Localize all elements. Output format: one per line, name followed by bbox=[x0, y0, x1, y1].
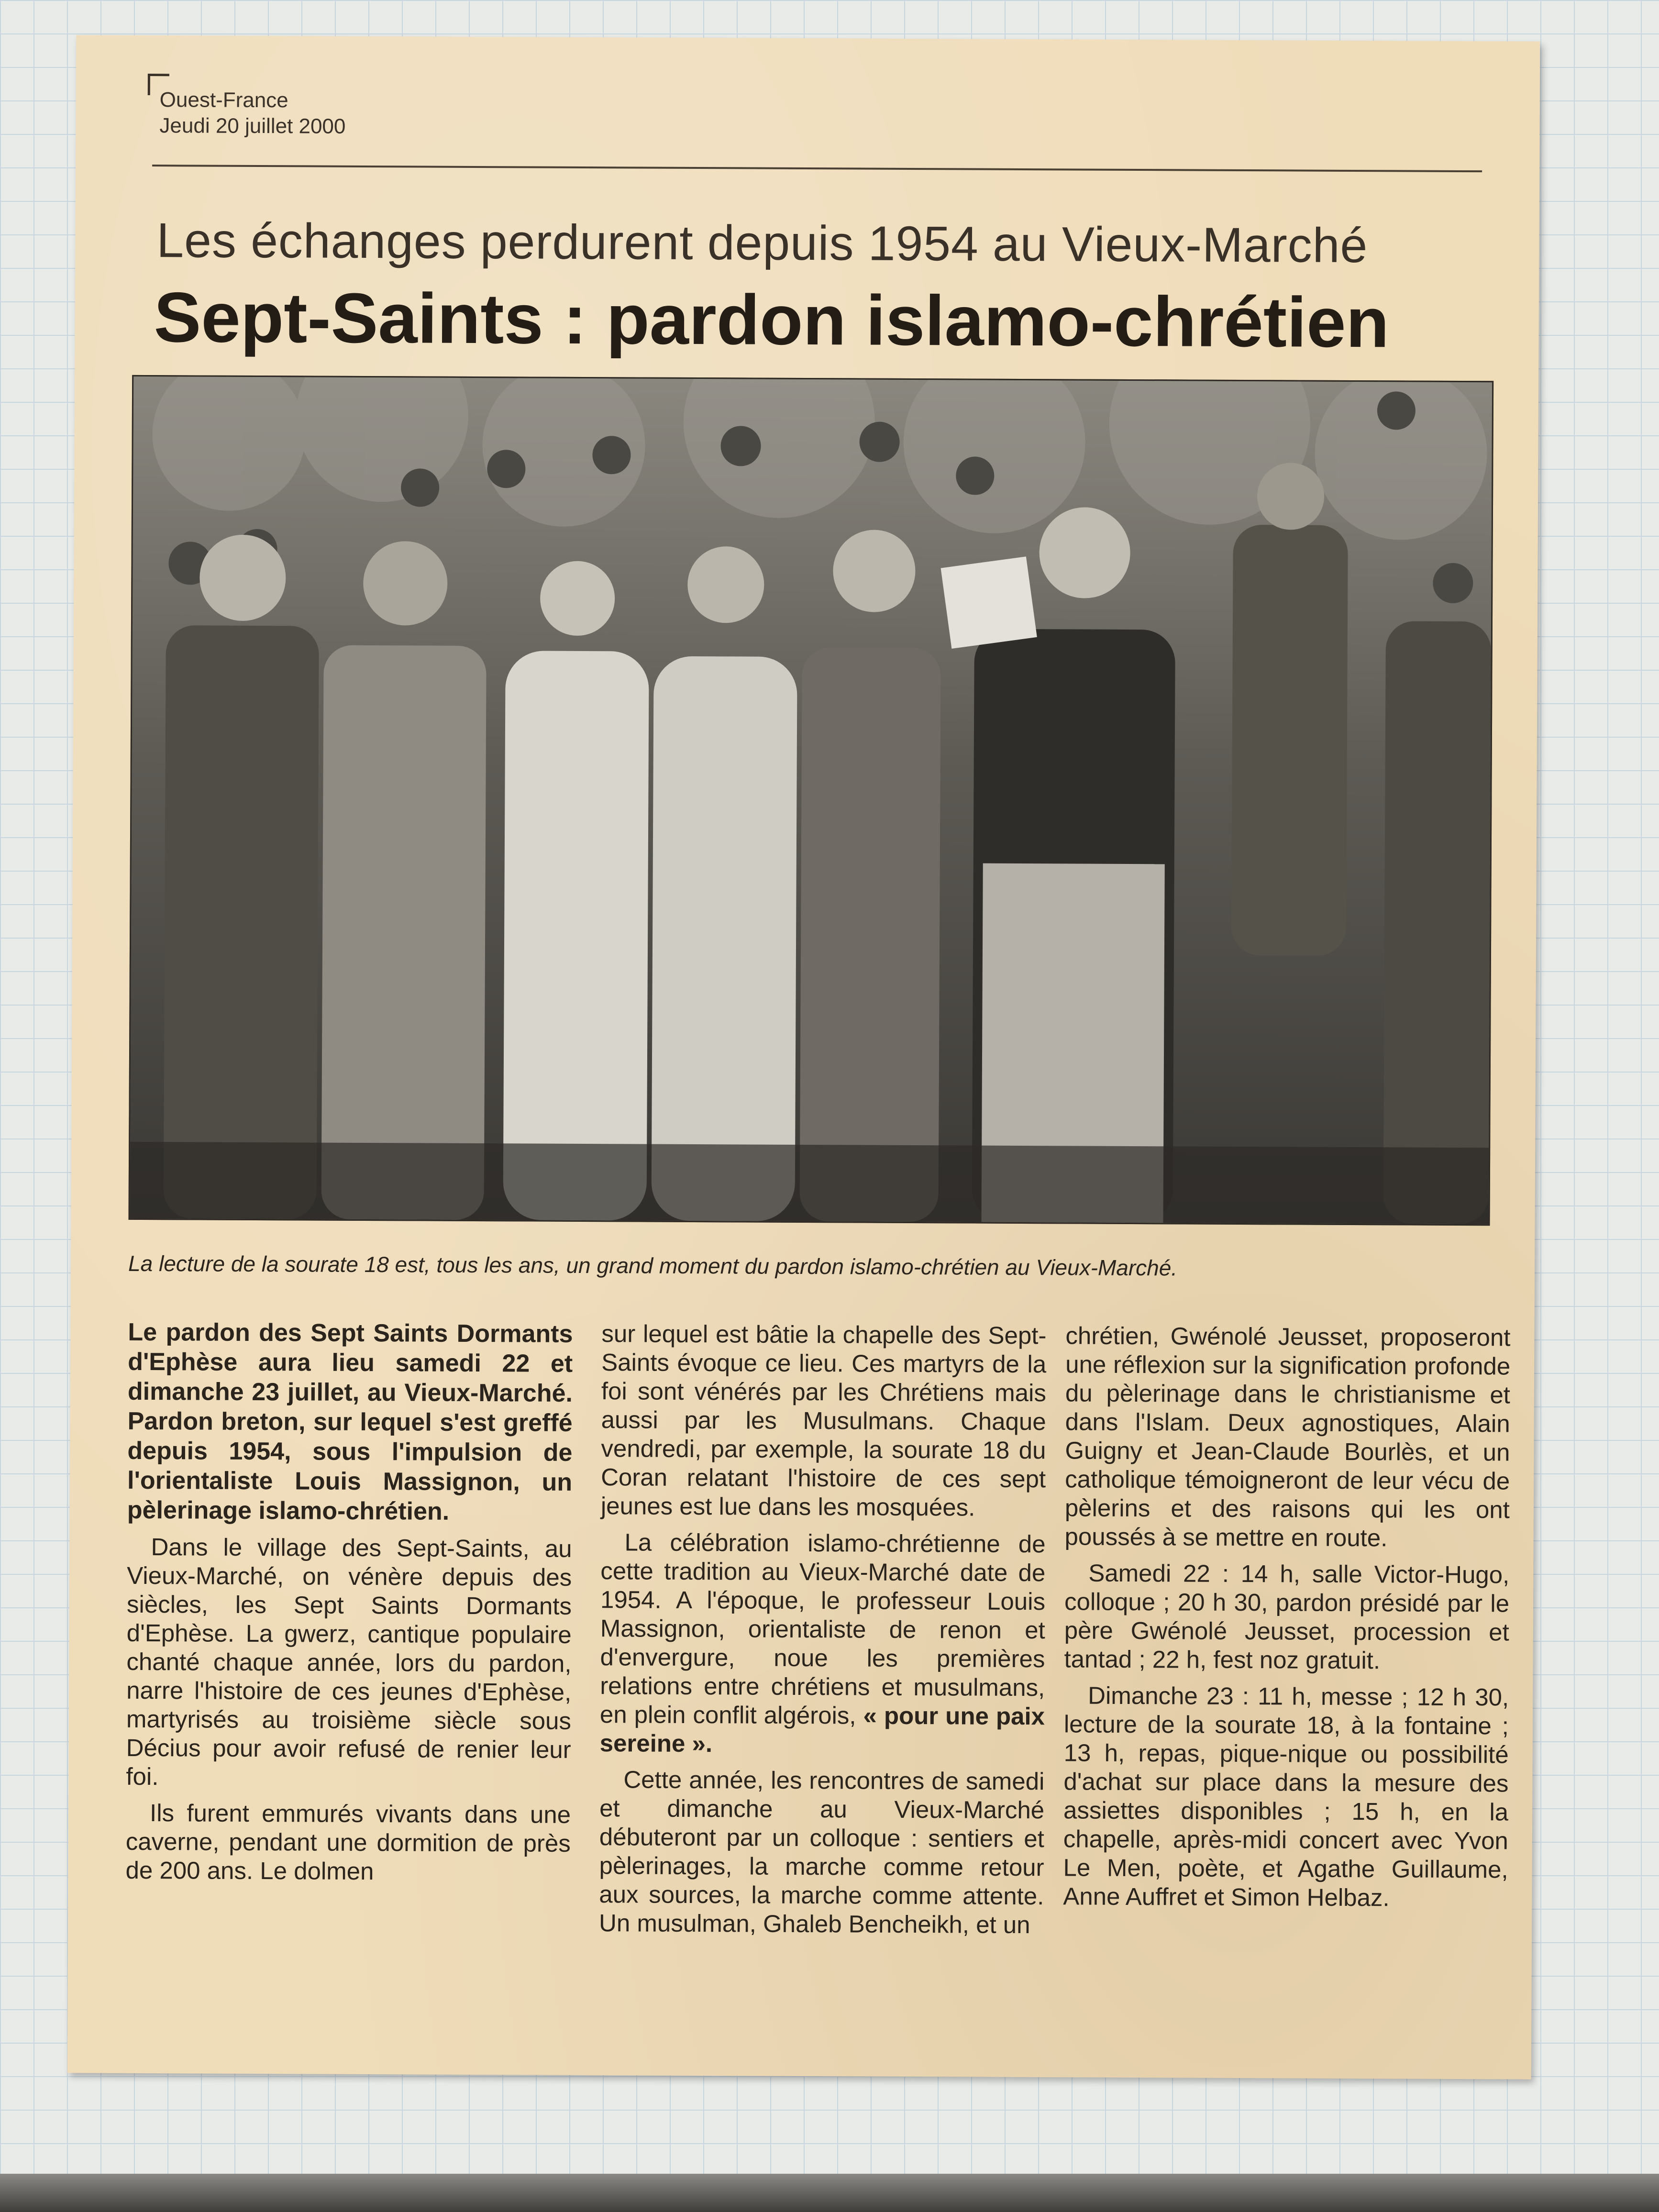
paragraph-5: Samedi 22 : 14 h, salle Victor-Hugo, colloque ; 20 h 30, pardon présidé par le père Gwénolé Jeusset, procession et tantad ; 22 h, fest noz gratuit. bbox=[1064, 1559, 1510, 1674]
paragraph-6: Dimanche 23 : 11 h, messe ; 12 h 30, lecture de la sourate 18, à la fontaine ; 13 h, repas, pique-nique ou possibilité d'achat sur place dans la mesure des assiettes disponibles ; 15 h, en la chapelle, après-midi concert avec Yvon Le Men, poète, et Agathe Guillaume, Anne Auffret et Simon Helbaz. bbox=[1063, 1681, 1509, 1912]
publication-date: Jeudi 20 juillet 2000 bbox=[159, 114, 346, 138]
paragraph-2-continued: sur lequel est bâtie la chapelle des Sept-Saints évoque ce lieu. Ces martyrs de la foi sont vénérés par les Chrétiens mais aussi par les Musulmans. Chaque vendredi, par exemple, la sourate 18 du Coran relatant l'histoire de ces sept jeunes est lue dans les mosquées. bbox=[600, 1320, 1047, 1521]
paragraph-3 bbox=[600, 1528, 1046, 1759]
paragraph-3-quote: « pour une paix sereine ». bbox=[599, 1702, 1045, 1758]
binder-edge bbox=[0, 2174, 1659, 2212]
newspaper-source bbox=[159, 87, 345, 140]
photo-caption: La lecture de la sourate 18 est, tous les ans, un grand moment du pardon islamo-chrétien au Vieux-Marché. bbox=[128, 1250, 1178, 1281]
paragraph-2: Ils furent emmurés vivants dans une caverne, pendant une dormition de près de 200 ans. Le dolmen bbox=[125, 1799, 571, 1885]
photo-illustration bbox=[130, 376, 1493, 1224]
article-column-2 bbox=[599, 1319, 1047, 1947]
paragraph-4-continued: chrétien, Gwénolé Jeusset, proposeront une réflexion sur la signification profonde du pèlerinage dans le christianisme et dans l'Islam. Deux agnostiques, Alain Guigny et Jean-Claude Bourlès, et un catholique témoigneront de leur vécu de pèlerins et des raisons qui les ont poussés à se mettre en route. bbox=[1064, 1322, 1511, 1552]
article-kicker: Les échanges perdurent depuis 1954 au Vieux-Marché bbox=[156, 213, 1368, 273]
article-column-3 bbox=[1063, 1321, 1510, 1920]
newspaper-name: Ouest-France bbox=[159, 88, 288, 112]
article-headline: Sept-Saints : pardon islamo-chrétien bbox=[154, 278, 1390, 363]
paragraph-4: Cette année, les rencontres de samedi et dimanche au Vieux-Marché débuteront par un colloque : sentiers et pèlerinages, la marche comme retour aux sources, la marche comme attente. Un musulman, Ghaleb Bencheikh, et un bbox=[598, 1766, 1045, 1939]
newspaper-clipping bbox=[67, 35, 1540, 2079]
article-chapo: Le pardon des Sept Saints Dormants d'Ephèse aura lieu samedi 22 et dimanche 23 juillet, au Vieux-Marché. Pardon breton, sur lequel s'est greffé depuis 1954, sous l'impulsion de l'orientaliste Louis Massignon, un pèlerinage islamo-chrétien. bbox=[127, 1318, 573, 1526]
paragraph-3-text: La célébration islamo-chrétienne de cette tradition au Vieux-Marché date de 1954. A l'époque, le professeur Louis Massignon, orientaliste de renon et d'envergure, noue les premières relations entre chrétiens et musulmans, en plein conflit algérois, bbox=[599, 1528, 1046, 1729]
article-column-1 bbox=[125, 1317, 573, 1894]
header-rule bbox=[152, 165, 1482, 172]
article-photo bbox=[129, 375, 1494, 1226]
paragraph-1: Dans le village des Sept-Saints, au Vieux-Marché, on vénère depuis des siècles, les Sept Saints Dormants d'Ephèse. La gwerz, cantique populaire chanté chaque année, lors du pardon, narre l'histoire de ces jeunes d'Ephèse, martyrisés au troisième siècle sous Décius pour avoir refusé de renier leur foi. bbox=[126, 1533, 572, 1791]
